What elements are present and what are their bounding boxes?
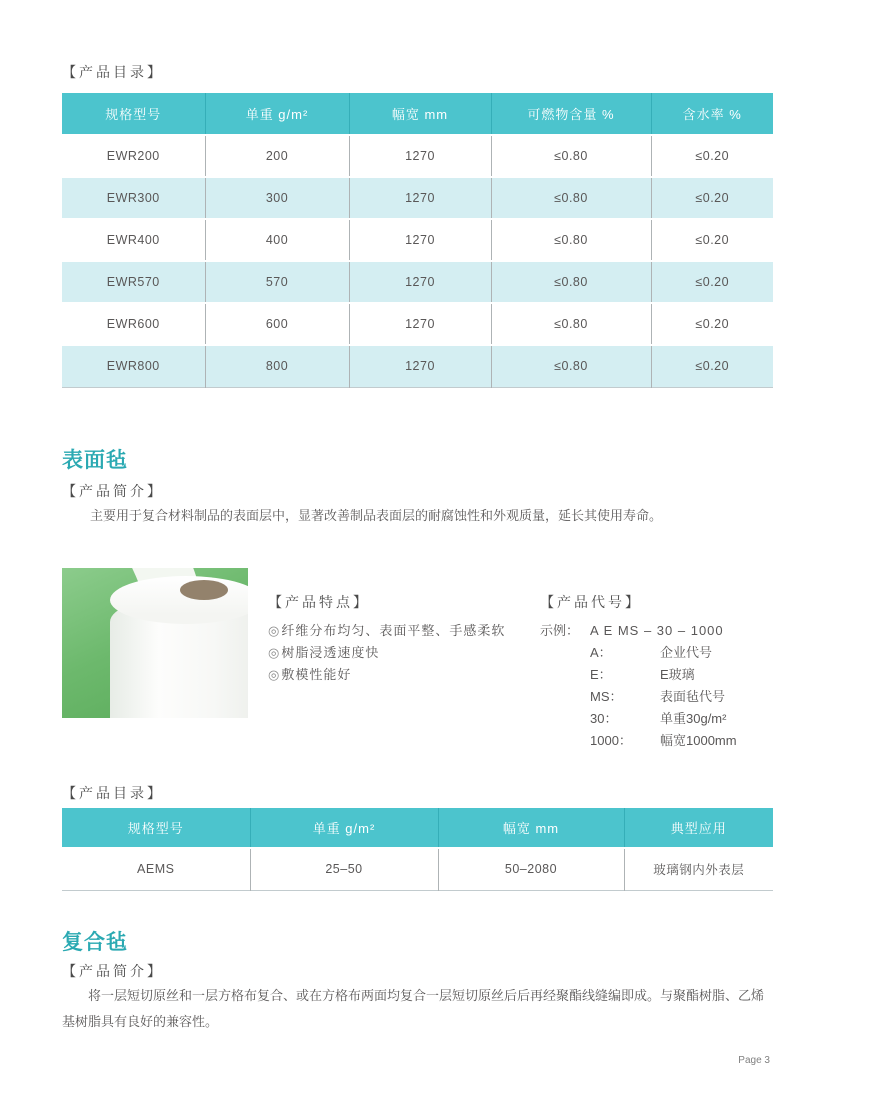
surface-mat-roll-photo <box>62 568 248 718</box>
cell-moisture: ≤0.20 <box>651 303 773 345</box>
surface-intro-text: 主要用于复合材料制品的表面层中，显著改善制品表面层的耐腐蚀性和外观质量，延长其使用寿命。 <box>90 508 663 523</box>
col-header-model: 规格型号 <box>62 808 250 848</box>
table-row <box>62 261 773 303</box>
cell-application: 玻璃钢内外表层 <box>624 848 773 890</box>
code-key: A： <box>590 645 612 660</box>
code-desc: 幅宽1000mm <box>660 733 737 748</box>
code-key: E： <box>590 667 612 682</box>
code-row <box>540 730 773 752</box>
cell-weight: 400 <box>205 219 349 261</box>
cell-width: 1270 <box>349 345 491 387</box>
table-row <box>62 345 773 387</box>
cell-model: EWR570 <box>62 261 205 303</box>
feature-text: 树脂浸透速度快 <box>281 645 380 660</box>
cell-weight: 25–50 <box>250 848 438 890</box>
ring-bullet-icon: ◎ <box>268 667 281 682</box>
cell-weight: 600 <box>205 303 349 345</box>
ring-bullet-icon: ◎ <box>268 645 281 660</box>
section-title-surface-mat: 表面毡 <box>62 449 128 472</box>
cell-combustible: ≤0.80 <box>491 345 651 387</box>
code-key: 1000： <box>590 733 632 748</box>
cell-model: EWR300 <box>62 177 205 219</box>
col-header-width: 幅宽 mm <box>349 93 491 135</box>
col-header-weight: 单重 g/m² <box>250 808 438 848</box>
cell-moisture: ≤0.20 <box>651 177 773 219</box>
cell-width: 1270 <box>349 303 491 345</box>
cell-combustible: ≤0.80 <box>491 219 651 261</box>
code-row <box>540 708 773 730</box>
surface-intro-label: 【产品简介】 <box>62 483 164 499</box>
table-row <box>62 219 773 261</box>
code-row <box>540 664 773 686</box>
page-number: Page 3 <box>738 1055 770 1066</box>
cell-width: 1270 <box>349 219 491 261</box>
catalog1-table <box>62 93 773 388</box>
cell-model: AEMS <box>137 862 175 877</box>
cell-model: EWR800 <box>62 345 205 387</box>
cell-width: 1270 <box>349 135 491 177</box>
feature-text: 纤维分布均匀、表面平整、手感柔软 <box>281 623 506 638</box>
cell-weight: 300 <box>205 177 349 219</box>
cell-moisture: ≤0.20 <box>651 135 773 177</box>
cell-weight: 200 <box>205 135 349 177</box>
product-features-block <box>268 592 526 686</box>
catalog1-label: 【产品目录】 <box>62 64 164 80</box>
example-value: A E MS – 30 – 1000 <box>590 623 724 638</box>
table-row <box>62 848 773 890</box>
feature-item <box>268 620 526 642</box>
code-row <box>540 686 773 708</box>
col-header-application: 典型应用 <box>624 808 773 848</box>
code-grid <box>540 620 773 752</box>
cell-weight: 800 <box>205 345 349 387</box>
features-list <box>268 620 526 686</box>
composite-intro-text: 将一层短切原丝和一层方格布复合、或在方格布两面均复合一层短切原丝后后再经聚酯线缝编即成。与聚酯树脂、乙烯基树脂具有良好的兼容性。 <box>62 988 765 1029</box>
ring-bullet-icon: ◎ <box>268 623 281 638</box>
cell-combustible: ≤0.80 <box>491 177 651 219</box>
code-row <box>540 642 773 664</box>
cell-combustible: ≤0.80 <box>491 261 651 303</box>
catalog2-label: 【产品目录】 <box>62 785 164 801</box>
features-label: 【产品特点】 <box>268 594 370 610</box>
mat-roll-core-graphic <box>180 580 228 600</box>
col-header-combustible: 可燃物含量 % <box>491 93 651 135</box>
cell-width: 1270 <box>349 177 491 219</box>
cell-width: 1270 <box>349 261 491 303</box>
cell-width: 50–2080 <box>438 848 624 890</box>
table-row <box>62 135 773 177</box>
cell-model: EWR400 <box>106 233 160 247</box>
feature-item <box>268 642 526 664</box>
col-header-weight: 单重 g/m² <box>205 93 349 135</box>
cell-moisture: ≤0.20 <box>651 345 773 387</box>
table-header-row <box>62 93 773 135</box>
code-example-row <box>540 620 773 642</box>
cell-weight: 570 <box>205 261 349 303</box>
cell-combustible: ≤0.80 <box>491 303 651 345</box>
product-code-block <box>540 592 773 752</box>
col-header-moisture: 含水率 % <box>651 93 773 135</box>
cell-combustible: ≤0.80 <box>491 135 651 177</box>
feature-text: 敷模性能好 <box>281 667 352 682</box>
code-desc: 企业代号 <box>660 645 713 660</box>
table-header-row <box>62 808 773 848</box>
catalog2-table <box>62 808 773 891</box>
code-label: 【产品代号】 <box>540 594 642 610</box>
feature-item <box>268 664 526 686</box>
cell-model: EWR200 <box>106 149 160 163</box>
code-desc: 表面毡代号 <box>660 689 726 704</box>
example-label: 示例： <box>540 623 580 638</box>
table-row <box>62 177 773 219</box>
col-header-model: 规格型号 <box>62 93 205 135</box>
cell-moisture: ≤0.20 <box>651 261 773 303</box>
composite-intro-label: 【产品简介】 <box>62 963 164 979</box>
section-title-composite-mat: 复合毡 <box>62 931 128 954</box>
col-header-width: 幅宽 mm <box>438 808 624 848</box>
code-desc: E玻璃 <box>660 667 695 682</box>
cell-moisture: ≤0.20 <box>651 219 773 261</box>
cell-model: EWR600 <box>106 317 160 331</box>
code-key: MS： <box>590 689 623 704</box>
code-desc: 单重30g/m² <box>660 711 727 726</box>
code-key: 30： <box>590 711 618 726</box>
table-row <box>62 303 773 345</box>
